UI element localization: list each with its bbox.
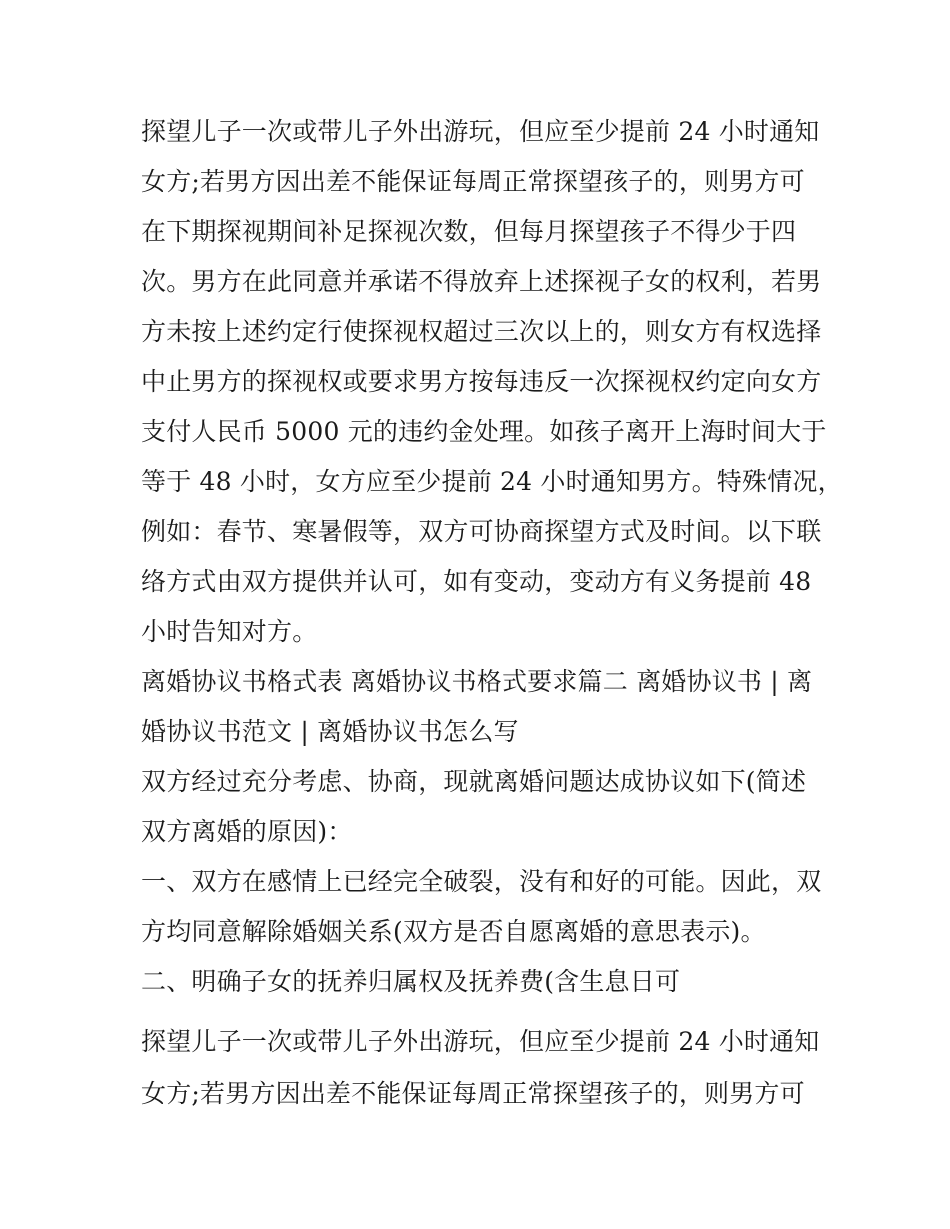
text-line: 支付人民币 5000 元的违约金处理。如孩子离开上海时间大于 bbox=[141, 417, 827, 446]
text-line: 络方式由双方提供并认可，如有变动，变动方有义务提前 48 bbox=[141, 567, 812, 596]
text-line: 次。男方在此同意并承诺不得放弃上述探视子女的权利，若男 bbox=[141, 267, 822, 296]
text-line: 双方经过充分考虑、协商，现就离婚问题达成协议如下(简述 bbox=[141, 767, 807, 796]
text-line: 探望儿子一次或带儿子外出游玩，但应至少提前 24 小时通知 bbox=[141, 117, 820, 146]
section-heading: 婚协议书范文 | 离婚协议书怎么写 bbox=[141, 717, 519, 746]
text-line: 中止男方的探视权或要求男方按每违反一次探视权约定向女方 bbox=[141, 367, 822, 396]
text-line: 小时告知对方。 bbox=[141, 617, 318, 646]
text-line: 女方;若男方因出差不能保证每周正常探望孩子的，则男方可 bbox=[141, 167, 805, 196]
text-line: 方均同意解除婚姻关系(双方是否自愿离婚的意思表示)。 bbox=[141, 917, 766, 946]
text-line: 例如：春节、寒暑假等，双方可协商探望方式及时间。以下联 bbox=[141, 517, 822, 546]
text-line: 在下期探视期间补足探视次数，但每月探望孩子不得少于四 bbox=[141, 217, 797, 246]
section-heading: 离婚协议书格式表 离婚协议书格式要求篇二 离婚协议书 | 离 bbox=[141, 667, 813, 696]
text-line: 一、双方在感情上已经完全破裂，没有和好的可能。因此，双 bbox=[141, 867, 822, 896]
text-line: 双方离婚的原因)： bbox=[141, 817, 353, 846]
text-line: 等于 48 小时，女方应至少提前 24 小时通知男方。特殊情况， bbox=[141, 467, 843, 496]
text-line: 探望儿子一次或带儿子外出游玩，但应至少提前 24 小时通知 bbox=[141, 1027, 820, 1056]
text-line: 二、明确子女的抚养归属权及抚养费(含生息日可 bbox=[141, 967, 681, 996]
text-line: 方未按上述约定行使探视权超过三次以上的，则女方有权选择 bbox=[141, 317, 822, 346]
text-line: 女方;若男方因出差不能保证每周正常探望孩子的，则男方可 bbox=[141, 1079, 805, 1108]
